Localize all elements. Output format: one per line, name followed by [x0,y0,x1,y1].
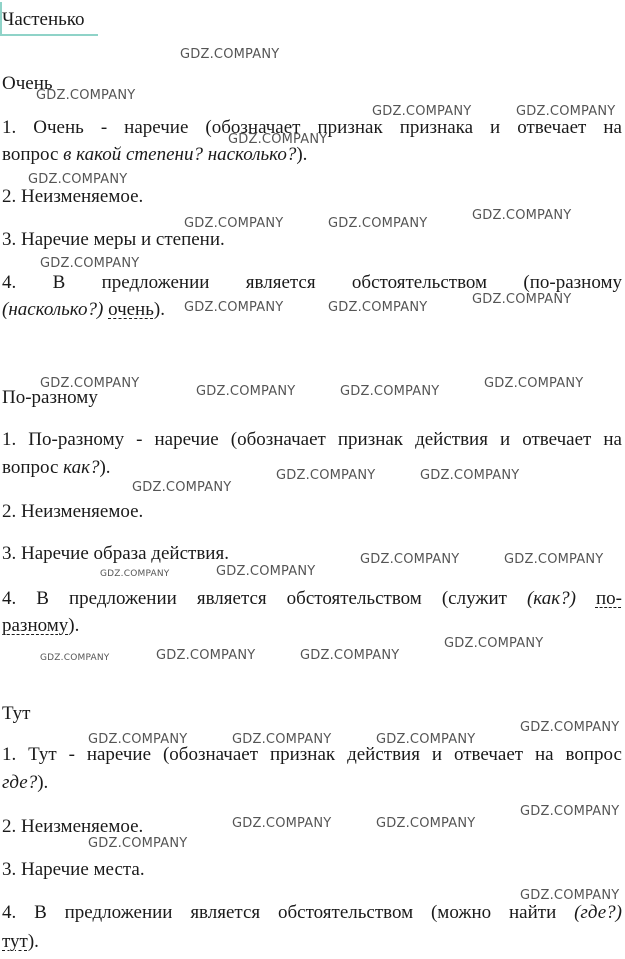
word: 4. [2,588,17,609]
tut-point-1-line-2 [2,771,622,795]
word: наречие [124,117,189,138]
watermark-text: GDZ.COMPANY [376,732,476,747]
word: обстоятельством [286,588,422,609]
watermark-text: GDZ.COMPANY [28,172,128,187]
word: отвечает [517,117,587,138]
word: - [136,429,143,450]
word: на [603,117,622,138]
watermark-text: GDZ.COMPANY [40,376,140,391]
word: отвечает [453,744,524,765]
watermark-text: GDZ.COMPANY [444,636,544,651]
tut-point-4-line-1 [2,901,622,925]
watermark-text: GDZ.COMPANY [520,720,620,735]
word: Тут [28,744,57,765]
watermark-text: GDZ.COMPANY [156,648,256,663]
watermark-text: GDZ.COMPANY [504,552,604,567]
watermark-text: GDZ.COMPANY [372,104,472,119]
word: - [100,117,108,138]
word: В [34,902,47,923]
tut-point-3: 3. Наречие места. [2,859,145,880]
word: (можно [430,902,492,923]
underlined-word: по- [595,588,622,609]
question-text: (как?) [526,588,576,609]
word: 1. [2,117,17,138]
watermark-text: GDZ.COMPANY [184,216,284,231]
question-text: в какой степени? насколько? [63,144,297,165]
text: ). [68,615,80,636]
watermark-text: GDZ.COMPANY [216,564,316,579]
word: признак [269,744,336,765]
underlined-word: разному [2,615,69,636]
watermark-text: GDZ.COMPANY [328,300,428,315]
watermark-text: GDZ.COMPANY [328,216,428,231]
text: ). [296,144,308,165]
word: признак [317,117,383,138]
word: и [500,429,511,450]
po-raznomu-point-4-line-2 [2,614,622,638]
word: 1. [2,429,17,450]
text: вопрос [2,457,64,478]
watermark-text: GDZ.COMPANY [376,816,476,831]
word: признак [337,429,404,450]
underlined-word: очень [108,299,154,320]
section-title-ochen: Очень [2,73,53,94]
watermark-text: GDZ.COMPANY [300,648,400,663]
word: найти [509,902,557,923]
ochen-point-3: 3. Наречие меры и степени. [2,229,225,250]
watermark-text: GDZ.COMPANY [472,292,572,307]
word: 4. [2,902,17,923]
word: (обозначает [230,429,326,450]
section-title-tut: Тут [2,703,31,724]
word: является [245,272,316,293]
text: ). [27,931,39,952]
watermark-text: GDZ.COMPANY [196,384,296,399]
word: действия [347,744,420,765]
watermark-text: GDZ.COMPANY [40,653,110,663]
watermark-text: GDZ.COMPANY [132,480,232,495]
watermark-text: GDZ.COMPANY [516,104,616,119]
word: (обозначает [162,744,259,765]
word: обстоятельством [277,902,414,923]
watermark-text: GDZ.COMPANY [520,804,620,819]
watermark-text: GDZ.COMPANY [420,468,520,483]
watermark-text: GDZ.COMPANY [276,468,376,483]
word: предложении [64,902,173,923]
tut-point-2: 2. Неизменяемое. [2,816,144,837]
word: является [190,902,261,923]
watermark-text: GDZ.COMPANY [88,836,188,851]
watermark-text: GDZ.COMPANY [232,816,332,831]
text: вопрос [2,144,64,165]
watermark-text: GDZ.COMPANY [36,88,136,103]
word: - [68,744,75,765]
watermark-text: GDZ.COMPANY [100,569,170,579]
question-text: где? [2,772,38,793]
watermark-text: GDZ.COMPANY [340,384,440,399]
watermark-text: GDZ.COMPANY [40,256,140,271]
watermark-text: GDZ.COMPANY [520,888,620,903]
word: В [36,588,49,609]
header-word: Частенько [2,9,85,30]
word: отвечает [522,429,592,450]
word: предложении [68,588,177,609]
word: По-разному [28,429,125,450]
text: ). [37,772,49,793]
word: Очень [33,117,84,138]
text: ). [99,457,111,478]
word: наречие [86,744,152,765]
word: 4. [2,272,17,293]
word: и [490,117,501,138]
watermark-text: GDZ.COMPANY [232,732,332,747]
word: (обозначает [205,117,301,138]
word: наречие [154,429,219,450]
text: ). [153,299,165,320]
word: В [52,272,66,293]
word: на [603,429,622,450]
question-text: как? [63,457,100,478]
watermark-text: GDZ.COMPANY [472,208,572,223]
po-raznomu-point-2: 2. Неизменяемое. [2,501,144,522]
word: (служит [441,588,507,609]
underlined-word: тут [2,931,28,952]
word: является [196,588,267,609]
word: и [431,744,443,765]
word: обстоятельством [351,272,488,293]
po-raznomu-point-3: 3. Наречие образа действия. [2,543,229,564]
watermark-text: GDZ.COMPANY [360,552,460,567]
watermark-text: GDZ.COMPANY [88,732,188,747]
section-title-po-raznomu: По-разному [2,387,98,408]
word: предложении [101,272,210,293]
watermark-text: GDZ.COMPANY [180,47,280,62]
word: на [535,744,554,765]
word: действия [415,429,488,450]
ochen-point-2: 2. Неизменяемое. [2,186,144,207]
watermark-text: GDZ.COMPANY [228,132,328,147]
word: 1. [2,744,17,765]
po-raznomu-point-1-line-1 [2,428,622,452]
tut-point-4-line-2 [2,930,622,954]
question-text: (насколько?) [2,299,104,320]
po-raznomu-point-4-line-1 [2,587,622,611]
question-text: (где?) [574,902,622,923]
watermark-text: GDZ.COMPANY [184,300,284,315]
word: вопрос [565,744,622,765]
word: (по-разному [523,272,622,293]
watermark-text: GDZ.COMPANY [484,376,584,391]
word: признака [399,117,474,138]
